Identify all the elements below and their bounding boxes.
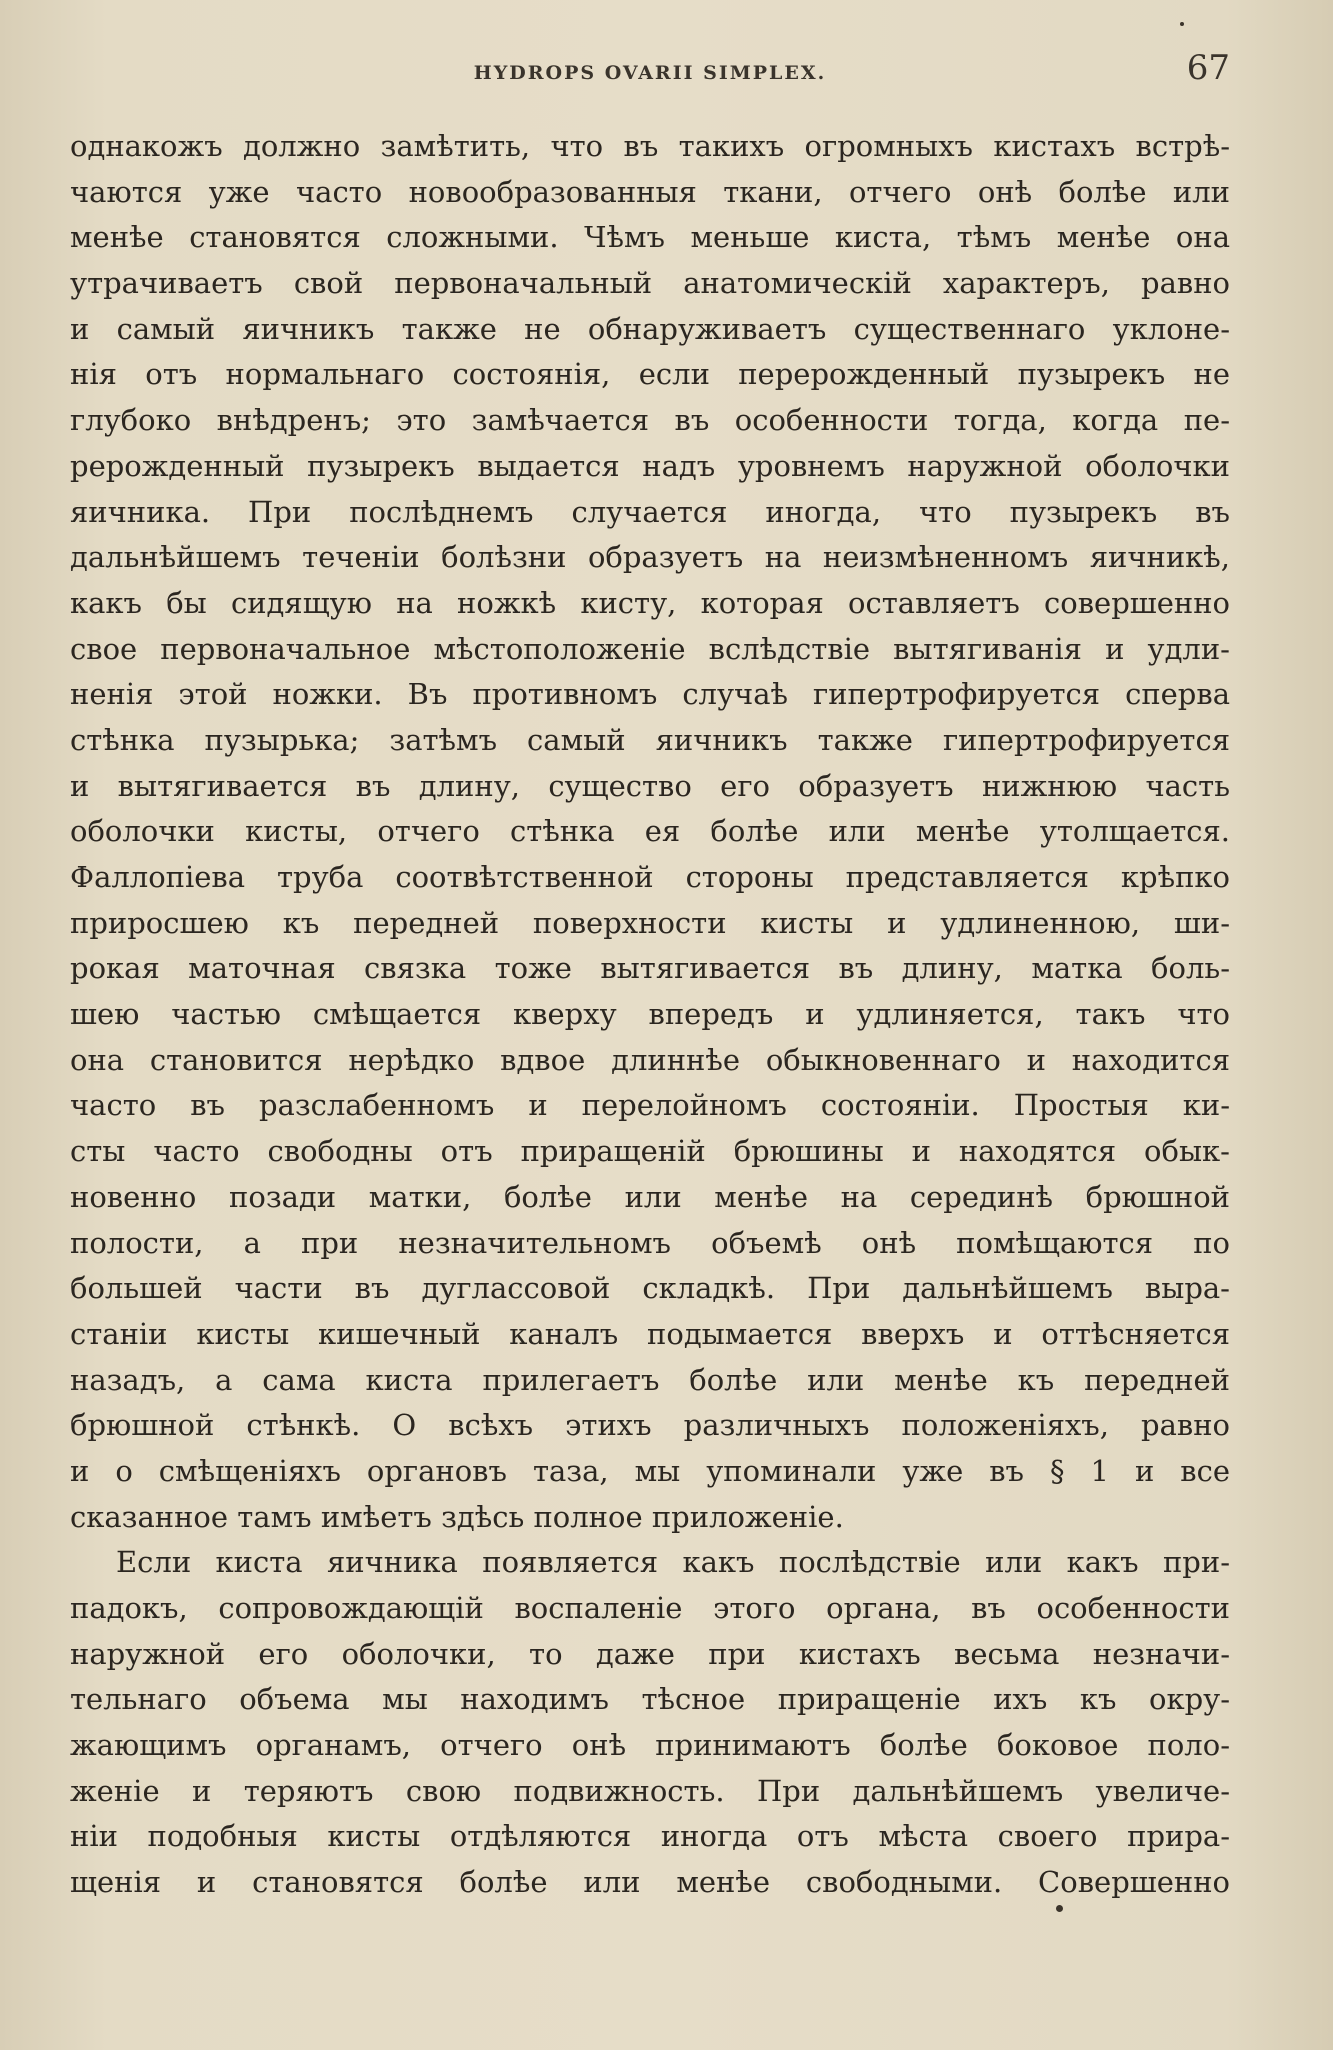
text-line: женіе и теряютъ свою подвижность. При дальнѣйшемъ увеличе- <box>70 1773 1230 1808</box>
text-line: чаются уже часто новообразованныя ткани, отчего онѣ болѣе или <box>70 174 1230 209</box>
body-text <box>70 124 1230 1906</box>
text-line: нія отъ нормальнаго состоянія, если перерожденный пузырекъ не <box>70 357 1230 392</box>
text-line: полости, а при незначительномъ объемѣ онѣ помѣщаются по <box>70 1225 1230 1260</box>
text-line: приросшею къ передней поверхности кисты и удлиненною, ши- <box>70 905 1230 940</box>
text-line: и вытягивается въ длину, существо его образуетъ нижнюю часть <box>70 768 1230 803</box>
text-line: сты часто свободны отъ приращеній брюшины и находятся обык- <box>70 1134 1230 1169</box>
text-line: часто въ разслабенномъ и перелойномъ состояніи. Простыя ки- <box>70 1088 1230 1123</box>
text-line: сказанное тамъ имѣетъ здѣсь полное приложеніе. <box>70 1499 844 1534</box>
text-line: однакожъ должно замѣтить, что въ такихъ огромныхъ кистахъ встрѣ- <box>70 129 1230 163</box>
text-line: стѣнка пузырька; затѣмъ самый яичникъ также гипертрофируется <box>70 722 1230 757</box>
paragraph-1 <box>70 124 1230 1540</box>
text-line: Фаллопіева труба соотвѣтственной стороны представляется крѣпко <box>70 860 1230 894</box>
ink-speck <box>1056 1905 1063 1912</box>
text-line: новенно позади матки, болѣе или менѣе на серединѣ брюшной <box>70 1179 1230 1214</box>
text-line: щенія и становятся болѣе или менѣе свободными. Совершенно <box>70 1865 1230 1900</box>
text-line: оболочки кисты, отчего стѣнка ея болѣе или менѣе утолщается. <box>70 814 1230 849</box>
text-line: ненія этой ножки. Въ противномъ случаѣ гипертрофируется сперва <box>70 677 1230 712</box>
text-line: утрачиваетъ свой первоначальный анатомическій характеръ, равно <box>70 266 1230 301</box>
text-line: наружной его оболочки, то даже при кистахъ весьма незначи- <box>70 1636 1230 1671</box>
running-title: HYDROPS OVARII SIMPLEX. <box>473 62 827 84</box>
text-line: брюшной стѣнкѣ. О всѣхъ этихъ различныхъ положеніяхъ, равно <box>70 1408 1230 1443</box>
text-line: какъ бы сидящую на ножкѣ кисту, которая оставляетъ совершенно <box>70 585 1230 620</box>
text-line: большей части въ дугласcовой складкѣ. При дальнѣйшемъ выра- <box>70 1271 1230 1306</box>
text-line: рокая маточная связка тоже вытягивается въ длину, матка боль- <box>70 951 1230 986</box>
text-line: и о смѣщеніяхъ органовъ таза, мы упоминали уже въ § 1 и все <box>70 1453 1230 1488</box>
page-header <box>70 48 1230 98</box>
text-line: падокъ, сопровождающій воспаленіе этого органа, въ особенности <box>70 1591 1230 1625</box>
text-line: Если киста яичника появляется какъ послѣдствіе или какъ при- <box>116 1545 1230 1580</box>
page-number: 67 <box>1186 48 1230 88</box>
text-line: и самый яичникъ также не обнаруживаетъ существеннаго уклоне- <box>70 311 1230 346</box>
text-line: станіи кисты кишечный каналъ подымается вверхъ и оттѣсняется <box>70 1316 1230 1351</box>
text-line: назадъ, а сама киста прилегаетъ болѣе или менѣе къ передней <box>70 1362 1230 1397</box>
text-line: глубоко внѣдренъ; это замѣчается въ особенности тогда, когда пе- <box>70 403 1230 438</box>
text-line: яичника. При послѣднемъ случается иногда, что пузырекъ въ <box>70 494 1230 529</box>
text-line: менѣе становятся сложными. Чѣмъ меньше киста, тѣмъ менѣе она <box>70 220 1230 255</box>
text-line: жающимъ органамъ, отчего онѣ принимаютъ болѣе боковое поло- <box>70 1728 1230 1763</box>
ink-speck <box>1180 22 1184 26</box>
text-line: рерожденный пузырекъ выдается надъ уровнемъ наружной оболочки <box>70 448 1230 483</box>
paragraph-2 <box>70 1540 1230 1906</box>
text-line: шею частью смѣщается кверху впередъ и удлиняется, такъ что <box>70 997 1230 1032</box>
text-line: дальнѣйшемъ теченіи болѣзни образуетъ на неизмѣненномъ яичникѣ, <box>70 540 1230 575</box>
text-line: тельнаго объема мы находимъ тѣсное приращеніе ихъ къ окру- <box>70 1682 1230 1717</box>
text-line: свое первоначальное мѣстоположеніе вслѣдствіе вытягиванія и удли- <box>70 631 1230 666</box>
text-line: ніи подобныя кисты отдѣляются иногда отъ мѣста своего прира- <box>70 1819 1230 1854</box>
text-line: она становится нерѣдко вдвое длиннѣе обыкновеннаго и находится <box>70 1042 1230 1077</box>
